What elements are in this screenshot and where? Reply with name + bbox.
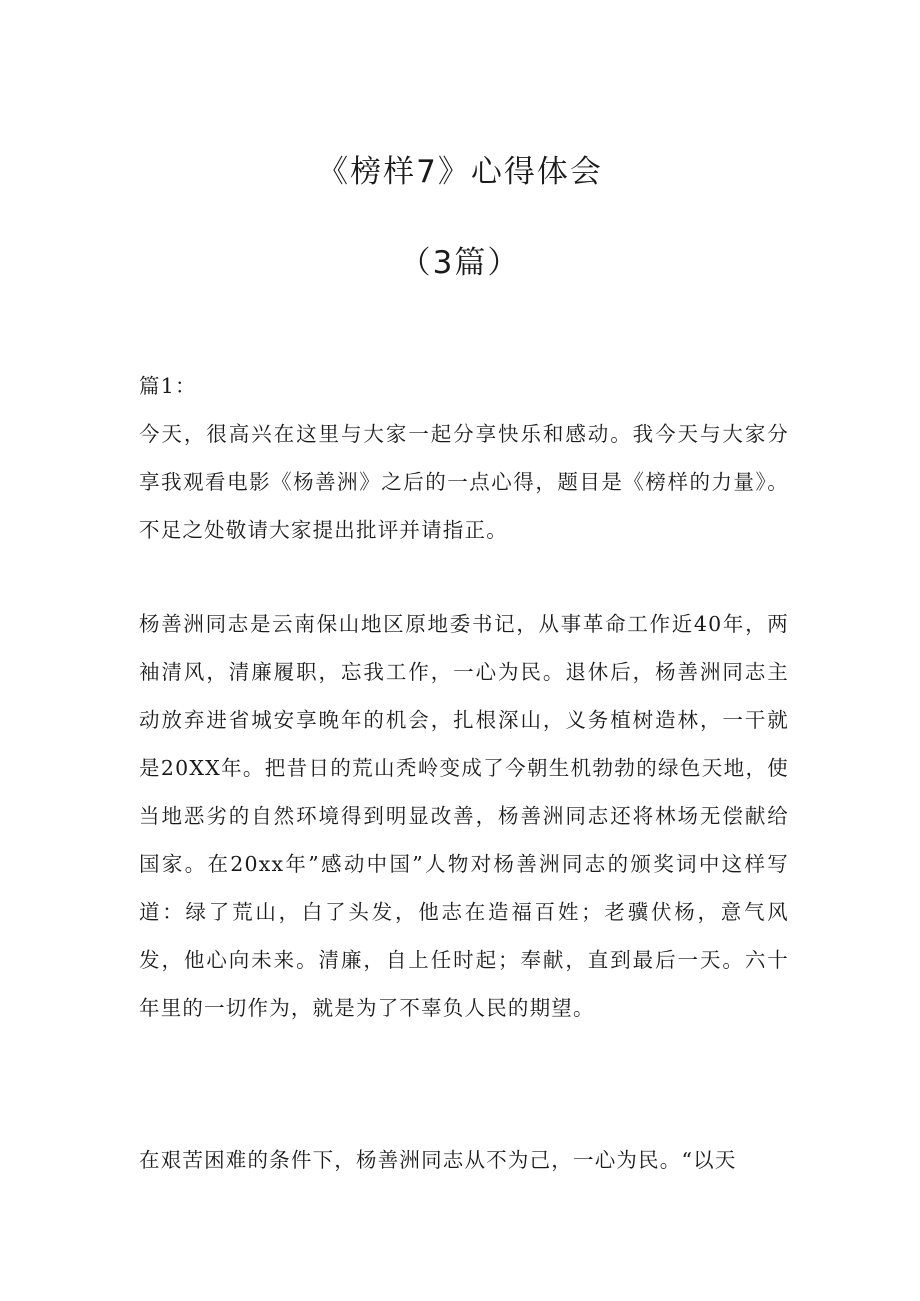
paragraph-1: 今天，很高兴在这里与大家一起分享快乐和感动。我今天与大家分享我观看电影《杨善洲》之后的一点心得，题目是《榜样的力量》。不足之处敬请大家提出批评并请指正。: [139, 422, 789, 542]
paragraph-2: 杨善洲同志是云南保山地区原地委书记，从事革命工作近40年，两袖清风，清廉履职，忘我工作，一心为民。退休后，杨善洲同志主动放弃进省城安享晚年的机会，扎根深山，义务植树造林，一干就是20XX年。把昔日的荒山秃岭变成了今朝生机勃勃的绿色天地，使当地恶劣的自然环境得到明显改善，杨善洲同志还将林场无偿献给国家。在20xx年”感动中国”人物对杨善洲同志的颁奖词中这样写道：绿了荒山，白了头发，他志在造福百姓；老骥伏杨，意气风发，他心向未来。清廉，自上任时起；奉献，直到最后一天。六十年里的一切作为，就是为了不辜负人民的期望。: [139, 612, 789, 1020]
section-label: 篇1：: [139, 374, 197, 398]
document-subtitle: （3篇）: [399, 245, 521, 281]
paragraph-3: 在艰苦困难的条件下，杨善洲同志从不为己，一心为民。“以天: [139, 1148, 737, 1172]
document-title: 《榜样7》心得体会: [317, 154, 603, 190]
